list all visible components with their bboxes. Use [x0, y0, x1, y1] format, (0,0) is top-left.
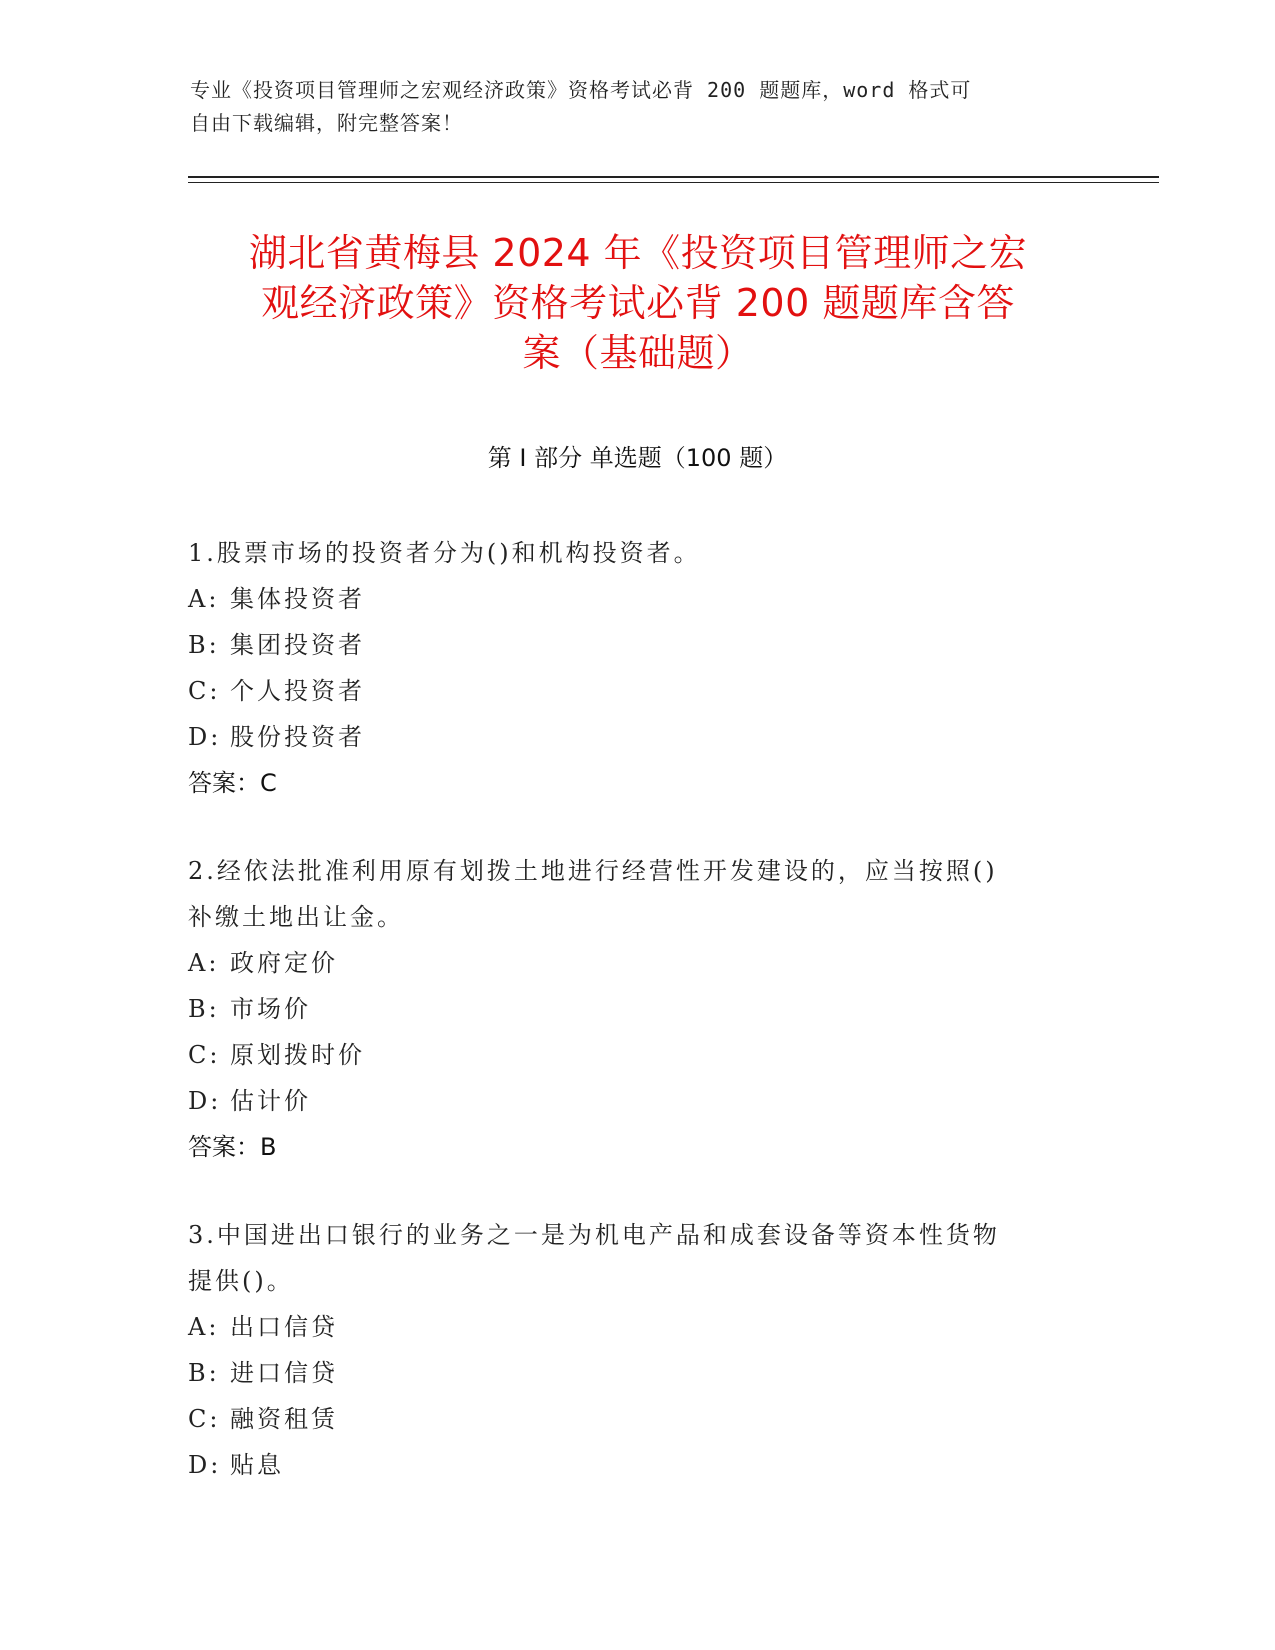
question-list — [188, 530, 1088, 1530]
header-divider-thin — [188, 182, 1159, 183]
option-d — [188, 714, 1088, 760]
option-text: 融资租赁 — [230, 1405, 338, 1433]
header-note-line: 自由下载编辑，附完整答案！ — [190, 111, 463, 135]
option-text: 股份投资者 — [230, 723, 365, 751]
option-text: 进口信贷 — [230, 1359, 338, 1387]
option-a — [188, 1304, 1088, 1350]
option-b — [188, 622, 1088, 668]
option-c — [188, 1032, 1088, 1078]
option-key: C: — [188, 1405, 221, 1433]
title-line: 观经济政策》资格考试必背 200 题题库含答 — [261, 281, 1015, 325]
option-a — [188, 576, 1088, 622]
option-text: 估计价 — [230, 1087, 311, 1115]
title-line: 案（基础题） — [522, 331, 754, 375]
option-c — [188, 668, 1088, 714]
header-note — [190, 74, 1090, 140]
option-key: A: — [188, 1313, 220, 1341]
option-key: B: — [188, 995, 220, 1023]
option-b — [188, 986, 1088, 1032]
option-b — [188, 1350, 1088, 1396]
title-line: 湖北省黄梅县 2024 年《投资项目管理师之宏 — [248, 231, 1028, 275]
option-text: 集团投资者 — [230, 631, 365, 659]
option-key: D: — [188, 1451, 222, 1479]
option-key: B: — [188, 1359, 220, 1387]
option-text: 市场价 — [230, 995, 311, 1023]
option-key: D: — [188, 1087, 222, 1115]
question-1 — [188, 530, 1088, 806]
header-divider — [188, 176, 1159, 178]
question-stem: 提供()。 — [188, 1267, 294, 1295]
document-title — [150, 228, 1126, 378]
option-text: 原划拨时价 — [230, 1041, 365, 1069]
option-d — [188, 1078, 1088, 1124]
question-3 — [188, 1212, 1088, 1488]
question-stem: 1.股票市场的投资者分为()和机构投资者。 — [188, 539, 701, 567]
option-text: 贴息 — [230, 1451, 284, 1479]
header-note-line: 专业《投资项目管理师之宏观经济政策》资格考试必背 200 题题库，word 格式可 — [190, 78, 972, 102]
question-2 — [188, 848, 1088, 1170]
option-key: B: — [188, 631, 220, 659]
question-stem: 补缴土地出让金。 — [188, 903, 404, 931]
option-key: A: — [188, 949, 220, 977]
option-key: C: — [188, 677, 221, 705]
answer: 答案：B — [188, 1133, 277, 1161]
answer: 答案：C — [188, 769, 277, 797]
option-c — [188, 1396, 1088, 1442]
option-key: A: — [188, 585, 220, 613]
question-stem: 2.经依法批准利用原有划拨土地进行经营性开发建设的，应当按照() — [188, 857, 998, 885]
option-text: 政府定价 — [230, 949, 338, 977]
question-stem: 3.中国进出口银行的业务之一是为机电产品和成套设备等资本性货物 — [188, 1221, 1000, 1249]
option-d — [188, 1442, 1088, 1488]
option-a — [188, 940, 1088, 986]
option-text: 个人投资者 — [230, 677, 365, 705]
option-text: 集体投资者 — [230, 585, 365, 613]
section-heading: 第 I 部分 单选题（100 题） — [487, 444, 788, 472]
option-text: 出口信贷 — [230, 1313, 338, 1341]
option-key: D: — [188, 723, 222, 751]
option-key: C: — [188, 1041, 221, 1069]
